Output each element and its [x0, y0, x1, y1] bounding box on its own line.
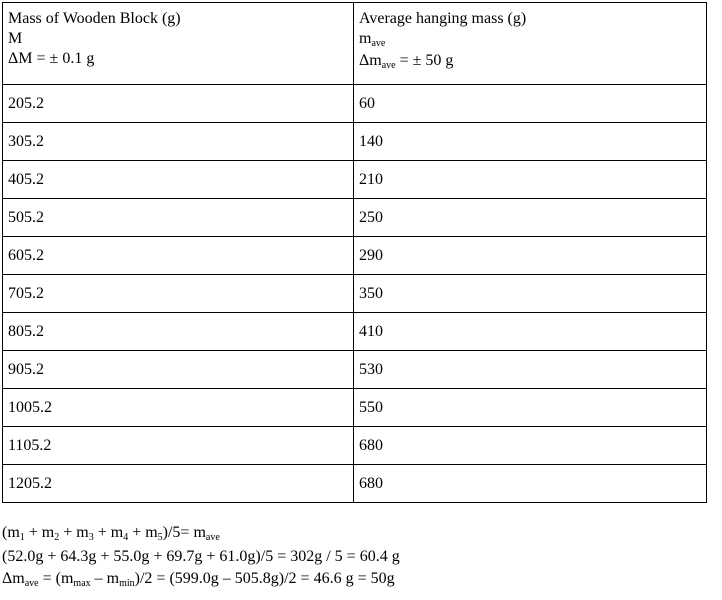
uncertainty-subscript: ave: [381, 60, 396, 71]
cell-block-mass: 205.2: [3, 85, 354, 123]
table-row: [3, 389, 707, 427]
table-row: [3, 465, 707, 503]
uncertainty-text: = (m: [38, 570, 74, 587]
cell-block-mass: 805.2: [3, 313, 354, 351]
formula-subscript: 5: [157, 532, 163, 543]
formula-subscript: 4: [123, 532, 129, 543]
uncertainty-value: = ± 50 g: [395, 52, 454, 69]
note-average-computation: (52.0g + 64.3g + 55.0g + 69.7g + 61.0g)/5 = 302g / 5 = 60.4 g: [2, 548, 400, 565]
symbol-base: m: [359, 30, 372, 47]
uncertainty-value: = ± 0.1 g: [32, 50, 95, 67]
table-row: [3, 275, 707, 313]
table-row: [3, 123, 707, 161]
uncertainty-subscript: min: [119, 578, 135, 589]
table-row: [3, 351, 707, 389]
table-row: [3, 85, 707, 123]
cell-hanging-mass: 680: [354, 465, 707, 503]
cell-block-mass: 1005.2: [3, 389, 354, 427]
header-hanging-mass-title: Average hanging mass (g): [359, 10, 527, 27]
cell-hanging-mass: 140: [354, 123, 707, 161]
formula-text: )/5= m: [162, 524, 206, 541]
table-row: [3, 237, 707, 275]
note-formula-average: [2, 522, 717, 546]
cell-block-mass: 305.2: [3, 123, 354, 161]
cell-block-mass: 1105.2: [3, 427, 354, 465]
cell-block-mass: 1205.2: [3, 465, 354, 503]
uncertainty-text: )/2 = (599.0g – 505.8g)/2 = 46.6 g = 50g: [134, 570, 395, 587]
formula-text: (m: [2, 524, 20, 541]
cell-hanging-mass: 530: [354, 351, 707, 389]
table-body: [3, 85, 707, 503]
header-hanging-mass-symbol: [359, 29, 706, 51]
cell-hanging-mass: 410: [354, 313, 707, 351]
table-row: [3, 161, 707, 199]
cell-block-mass: 905.2: [3, 351, 354, 389]
cell-hanging-mass: 250: [354, 199, 707, 237]
formula-subscript: 1: [19, 532, 25, 543]
calculation-notes: [2, 522, 717, 592]
header-block-mass: [3, 3, 354, 85]
formula-subscript: 2: [54, 532, 60, 543]
symbol-subscript: ave: [371, 38, 386, 49]
header-hanging-mass-uncertainty: [359, 51, 706, 73]
cell-hanging-mass: 350: [354, 275, 707, 313]
cell-hanging-mass: 290: [354, 237, 707, 275]
header-hanging-mass: [354, 3, 707, 85]
cell-block-mass: 705.2: [3, 275, 354, 313]
cell-block-mass: 605.2: [3, 237, 354, 275]
formula-text: + m: [24, 524, 55, 541]
formula-subscript: 3: [88, 532, 94, 543]
formula-text: + m: [128, 524, 158, 541]
header-block-mass-symbol: M: [8, 30, 23, 47]
uncertainty-subscript: max: [73, 578, 91, 589]
formula-subscript: ave: [205, 532, 220, 543]
formula-text: + m: [59, 524, 89, 541]
cell-block-mass: 405.2: [3, 161, 354, 199]
uncertainty-symbol: Δm: [359, 52, 382, 69]
header-block-mass-title: Mass of Wooden Block (g): [8, 10, 181, 27]
note-uncertainty-computation: [2, 568, 717, 592]
uncertainty-text: – m: [90, 570, 120, 587]
table-row: [3, 313, 707, 351]
cell-hanging-mass: 680: [354, 427, 707, 465]
uncertainty-subscript: ave: [24, 578, 39, 589]
cell-hanging-mass: 60: [354, 85, 707, 123]
table-row: [3, 199, 707, 237]
header-block-mass-uncertainty: [8, 49, 353, 69]
table-row: [3, 427, 707, 465]
mass-data-table: [2, 2, 707, 503]
table-header-row: [3, 3, 707, 85]
uncertainty-symbol: ΔM: [8, 50, 33, 67]
cell-hanging-mass: 550: [354, 389, 707, 427]
cell-hanging-mass: 210: [354, 161, 707, 199]
cell-block-mass: 505.2: [3, 199, 354, 237]
formula-text: + m: [93, 524, 124, 541]
uncertainty-text: Δm: [2, 570, 25, 587]
